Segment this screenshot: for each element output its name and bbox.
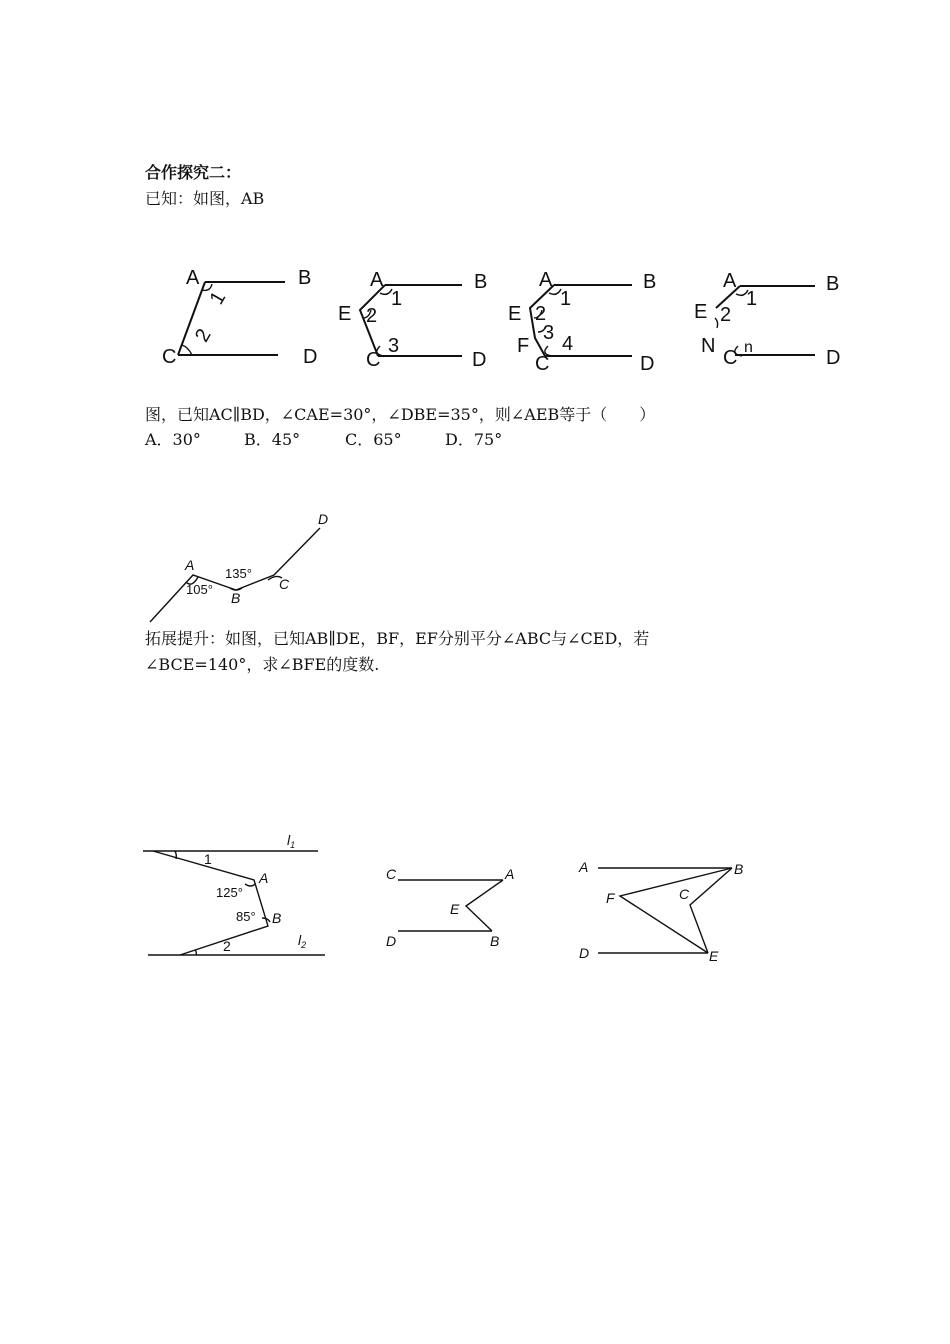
label-a: A	[185, 557, 195, 573]
figure-2	[338, 269, 487, 371]
angle-2: 2	[190, 325, 216, 346]
extension-line-2: ∠BCE=140°，求∠BFE的度数.	[145, 655, 380, 674]
label-a: A	[259, 870, 269, 886]
angle-1: 1	[205, 287, 231, 309]
angle-1: 1	[560, 288, 572, 310]
angle-2: 2	[535, 303, 547, 325]
label-c: C	[679, 886, 690, 902]
label-b: B	[474, 271, 488, 293]
line-bfe	[620, 868, 732, 953]
angle-arc	[245, 884, 255, 886]
label-a: A	[186, 267, 200, 289]
question-1-text: 图，已知AC∥BD，∠CAE=30°，∠DBE=35°，则∠AEB等于（ ）	[145, 405, 656, 424]
angle-105: 105°	[186, 582, 213, 597]
label-b: B	[734, 861, 744, 877]
label-d: D	[472, 349, 487, 371]
label-e: E	[709, 948, 719, 964]
angle-1: 1	[391, 288, 403, 310]
angle-2: 2	[720, 304, 732, 326]
label-e: E	[508, 303, 522, 325]
label-a: A	[505, 866, 515, 882]
choice-d: D．75°	[445, 430, 503, 449]
figure-1	[162, 267, 317, 368]
label-b: B	[826, 273, 840, 295]
label-l2: $l_2$	[298, 932, 307, 950]
label-a: A	[579, 859, 589, 875]
figure-4	[694, 270, 840, 369]
angle-85: 85°	[236, 909, 256, 924]
label-f: F	[606, 890, 615, 906]
figure-bottom-3	[578, 859, 743, 964]
line-bce	[690, 868, 732, 953]
label-b: B	[231, 590, 241, 606]
label-b: B	[298, 267, 312, 289]
angle-4: 4	[562, 333, 574, 355]
angle-arc	[715, 318, 718, 328]
angle-1: 1	[204, 851, 212, 867]
angle-n: n	[744, 339, 753, 356]
label-b: B	[490, 933, 500, 949]
extension-line-1: 拓展提升：如图，已知AB∥DE，BF，EF分别平分∠ABC与∠CED，若	[145, 629, 650, 648]
label-d: D	[826, 347, 841, 369]
angle-3: 3	[543, 322, 555, 344]
label-e: E	[450, 901, 460, 917]
label-b: B	[643, 271, 657, 293]
label-c: C	[366, 349, 381, 371]
figure-middle-zigzag	[150, 511, 328, 622]
angle-arc	[195, 950, 196, 955]
figure-3	[508, 269, 656, 375]
label-n: N	[701, 335, 716, 357]
label-l1: $l_1$	[287, 832, 296, 850]
angle-135: 135°	[225, 566, 252, 581]
given-intro: 已知：如图，AB	[145, 189, 265, 208]
angle-arc	[182, 345, 192, 355]
section-title: 合作探究二：	[145, 163, 242, 182]
label-e: E	[338, 303, 352, 325]
label-c: C	[279, 576, 290, 592]
label-c: C	[535, 353, 550, 375]
label-d: D	[579, 945, 590, 961]
figure-bottom-1	[143, 832, 325, 955]
angle-3: 3	[388, 335, 400, 357]
choice-c: C．65°	[345, 430, 402, 449]
label-c: C	[386, 866, 397, 882]
label-c: C	[162, 346, 177, 368]
angle-1: 1	[746, 288, 758, 310]
angle-2: 2	[366, 305, 378, 327]
label-c: C	[723, 347, 738, 369]
label-d: D	[386, 933, 397, 949]
label-a: A	[370, 269, 384, 291]
label-f: F	[517, 335, 530, 357]
label-b: B	[272, 910, 282, 926]
angle-2: 2	[223, 938, 231, 954]
label-a: A	[539, 269, 553, 291]
angle-125: 125°	[216, 885, 243, 900]
label-d: D	[303, 346, 318, 368]
line-aeb	[466, 880, 503, 931]
choice-a: A．30°	[145, 430, 201, 449]
choice-b: B．45°	[244, 430, 301, 449]
label-e: E	[694, 301, 708, 323]
figure-bottom-2	[386, 866, 514, 949]
line-ac	[178, 282, 205, 355]
label-d: D	[640, 353, 655, 375]
label-a: A	[723, 270, 737, 292]
label-d: D	[318, 511, 329, 527]
